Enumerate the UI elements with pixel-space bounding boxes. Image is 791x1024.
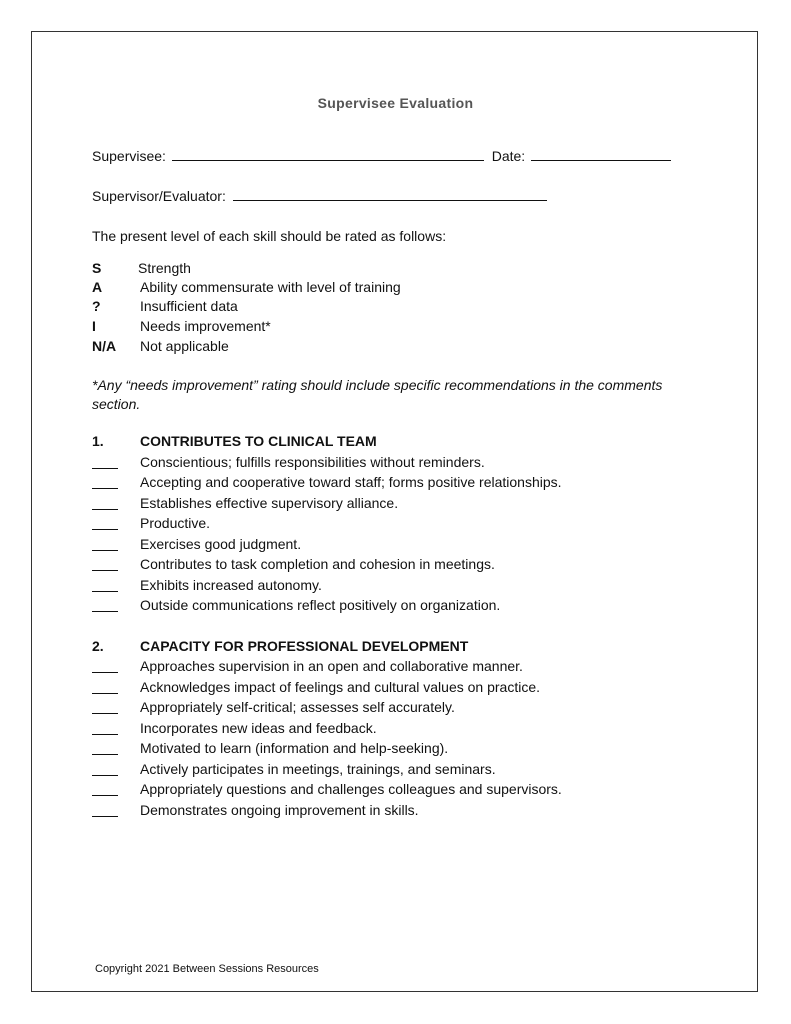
- legend-value: Ability commensurate with level of training: [140, 279, 401, 295]
- rating-blank[interactable]: [92, 783, 118, 796]
- rating-blank[interactable]: [92, 558, 118, 571]
- skill-item: Actively participates in meetings, trainings, and seminars.: [140, 761, 496, 777]
- date-input[interactable]: [531, 147, 671, 161]
- legend-key: I: [92, 318, 96, 334]
- rating-blank[interactable]: [92, 476, 118, 489]
- section-title: CAPACITY FOR PROFESSIONAL DEVELOPMENT: [140, 638, 469, 654]
- page-title: Supervisee Evaluation: [317, 95, 474, 111]
- skill-item: Acknowledges impact of feelings and cultural values on practice.: [140, 679, 540, 695]
- legend-value: Not applicable: [140, 338, 229, 354]
- skill-item: Outside communications reflect positively on organization.: [140, 597, 501, 613]
- legend-value: Needs improvement*: [140, 318, 271, 334]
- rating-blank[interactable]: [92, 722, 118, 735]
- legend-value: Insufficient data: [140, 298, 238, 314]
- skill-item: Establishes effective supervisory alliance.: [140, 495, 399, 511]
- skill-item: Appropriately questions and challenges colleagues and supervisors.: [140, 781, 562, 797]
- supervisee-input[interactable]: [172, 147, 484, 161]
- section-title: CONTRIBUTES TO CLINICAL TEAM: [140, 433, 377, 449]
- supervisor-row: [92, 187, 547, 204]
- skill-item: Exercises good judgment.: [140, 536, 302, 552]
- date-label: Date:: [491, 148, 526, 164]
- legend-value: Strength: [138, 260, 191, 276]
- legend-key: N/A: [92, 338, 117, 354]
- rating-blank[interactable]: [92, 538, 118, 551]
- rating-blank[interactable]: [92, 579, 118, 592]
- skill-item: Productive.: [140, 515, 211, 531]
- rating-blank[interactable]: [92, 660, 118, 673]
- section-number: 1.: [92, 433, 104, 449]
- skill-item: Incorporates new ideas and feedback.: [140, 720, 377, 736]
- section-number: 2.: [92, 638, 104, 654]
- legend-key: S: [92, 260, 102, 276]
- skill-item: Approaches supervision in an open and collaborative manner.: [140, 658, 523, 674]
- legend-key: A: [92, 279, 103, 295]
- supervisee-label: Supervisee:: [92, 148, 166, 164]
- rating-blank[interactable]: [92, 681, 118, 694]
- rating-blank[interactable]: [92, 497, 118, 510]
- skill-item: Accepting and cooperative toward staff; forms positive relationships.: [140, 474, 562, 490]
- supervisor-input[interactable]: [233, 187, 547, 201]
- rating-blank[interactable]: [92, 742, 118, 755]
- rating-blank[interactable]: [92, 599, 118, 612]
- rating-blank[interactable]: [92, 456, 118, 469]
- skill-item: Exhibits increased autonomy.: [140, 577, 322, 593]
- supervisee-row: [92, 147, 671, 164]
- rating-blank[interactable]: [92, 517, 118, 530]
- copyright-footer: Copyright 2021 Between Sessions Resources: [95, 963, 319, 975]
- rating-blank[interactable]: [92, 804, 118, 817]
- legend-key: ?: [92, 298, 101, 314]
- rating-intro: The present level of each skill should be rated as follows:: [92, 228, 447, 244]
- rating-blank[interactable]: [92, 763, 118, 776]
- supervisor-label: Supervisor/Evaluator:: [92, 188, 226, 204]
- page-border: [31, 31, 758, 992]
- skill-item: Contributes to task completion and cohesion in meetings.: [140, 556, 495, 572]
- needs-improvement-note: *Any “needs improvement” rating should include specific recommendations in the comments section.: [92, 377, 663, 412]
- skill-item: Motivated to learn (information and help-seeking).: [140, 740, 449, 756]
- skill-item: Conscientious; fulfills responsibilities without reminders.: [140, 454, 485, 470]
- rating-blank[interactable]: [92, 701, 118, 714]
- skill-item: Demonstrates ongoing improvement in skills.: [140, 802, 419, 818]
- skill-item: Appropriately self-critical; assesses self accurately.: [140, 699, 455, 715]
